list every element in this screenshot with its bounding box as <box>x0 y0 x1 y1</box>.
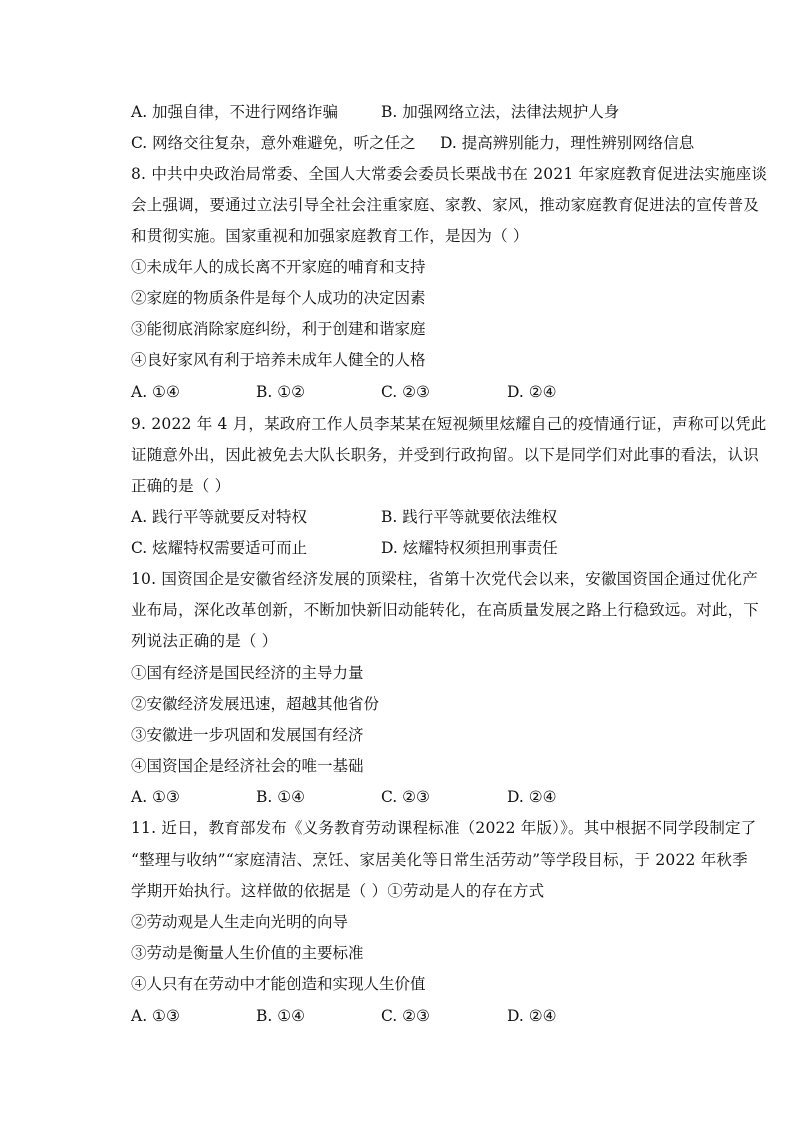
q11-stem-line-3: 学期开始执行。这样做的依据是（ ）①劳动是人的存在方式 <box>131 882 545 900</box>
q11-option-d: D. ②④ <box>507 1007 557 1025</box>
q8-statement-1: ①未成年人的成长离不开家庭的哺育和支持 <box>131 258 426 276</box>
prev-option-a: A. 加强自律，不进行网络诈骗 <box>131 103 339 121</box>
q11-option-a: A. ①③ <box>131 1007 180 1025</box>
q8-option-b: B. ①② <box>256 383 306 401</box>
q9-option-b: B. 践行平等就要依法维权 <box>381 508 558 526</box>
q9-option-d: D. 炫耀特权须担刑事责任 <box>381 539 558 557</box>
q8-statement-3: ③能彻底消除家庭纠纷，利于创建和谐家庭 <box>131 320 426 338</box>
q10-option-b: B. ①④ <box>256 788 306 806</box>
prev-option-d: D. 提高辨别能力，理性辨别网络信息 <box>440 134 695 152</box>
q10-statement-1: ①国有经济是国民经济的主导力量 <box>131 664 364 682</box>
q8-statement-4: ④良好家风有利于培养未成年人健全的人格 <box>131 351 426 369</box>
q10-statement-3: ③安徽进一步巩固和发展国有经济 <box>131 726 364 744</box>
q11-statement-2: ②劳动观是人生走向光明的向导 <box>131 913 349 931</box>
q10-statement-2: ②安徽经济发展迅速，超越其他省份 <box>131 695 380 713</box>
q8-option-d: D. ②④ <box>507 383 557 401</box>
q11-option-c: C. ②③ <box>381 1007 430 1025</box>
q10-option-d: D. ②④ <box>507 788 557 806</box>
q11-stem-line-2: “整理与收纳”“家庭清洁、烹饪、家居美化等日常生活劳动”等学段目标，于 2022 年秋季 <box>131 851 748 869</box>
prev-option-c: C. 网络交往复杂，意外难避免，听之任之 <box>131 134 416 152</box>
q10-option-c: C. ②③ <box>381 788 430 806</box>
q10-stem-line-3: 列说法正确的是（ ） <box>131 632 278 650</box>
q8-stem-line-2: 会上强调，要通过立法引导全社会注重家庭、家教、家风，推动家庭教育促进法的宣传普及 <box>131 196 760 214</box>
q9-stem-line-1: 9. 2022 年 4 月，某政府工作人员李某某在短视频里炫耀自己的疫情通行证，声称可以凭此 <box>131 415 767 433</box>
q11-statement-4: ④人只有在劳动中才能创造和实现人生价值 <box>131 975 426 993</box>
q8-option-c: C. ②③ <box>381 383 430 401</box>
q9-option-a: A. 践行平等就要反对特权 <box>131 508 308 526</box>
q10-option-a: A. ①③ <box>131 788 180 806</box>
q11-statement-3: ③劳动是衡量人生价值的主要标准 <box>131 944 364 962</box>
q10-stem-line-1: 10. 国资国企是安徽省经济发展的顶梁柱，省第十次党代会以来，安徽国资国企通过优化产 <box>131 570 758 588</box>
q8-stem-line-1: 8. 中共中央政治局常委、全国人大常委会委员长栗战书在 2021 年家庭教育促进法实施座谈 <box>131 165 768 183</box>
q11-option-b: B. ①④ <box>256 1007 306 1025</box>
q8-option-a: A. ①④ <box>131 383 180 401</box>
q9-stem-line-2: 证随意外出，因此被免去大队长职务，并受到行政拘留。以下是同学们对此事的看法，认识 <box>131 446 760 464</box>
q8-statement-2: ②家庭的物质条件是每个人成功的决定因素 <box>131 289 426 307</box>
q9-stem-line-3: 正确的是（ ） <box>131 477 231 495</box>
q10-stem-line-2: 业布局，深化改革创新，不断加快新旧动能转化，在高质量发展之路上行稳致远。对此，下 <box>131 601 760 619</box>
prev-option-b: B. 加强网络立法，法律法规护人身 <box>381 103 620 121</box>
q9-option-c: C. 炫耀特权需要适可而止 <box>131 539 308 557</box>
q10-statement-4: ④国资国企是经济社会的唯一基础 <box>131 757 364 775</box>
q11-stem-line-1: 11. 近日，教育部发布《义务教育劳动课程标准（2022 年版）》。其中根据不同学段制定了 <box>131 819 757 837</box>
q8-stem-line-3: 和贯彻实施。国家重视和加强家庭教育工作，是因为（ ） <box>131 227 529 245</box>
